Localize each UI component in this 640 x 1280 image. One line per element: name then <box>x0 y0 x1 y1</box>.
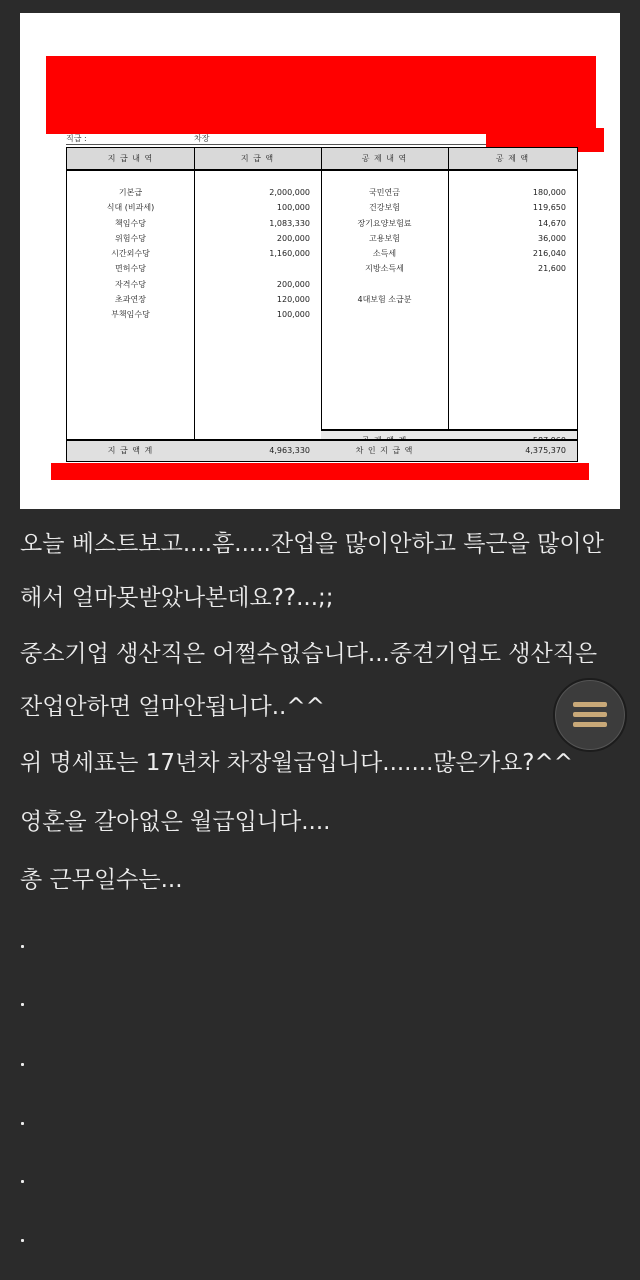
deduction-amount: 180,000 <box>532 188 566 197</box>
post-text-line: 잔업안하면 얼마안됩니다..^^ <box>20 694 325 720</box>
post-text-line: 총 근무일수는... <box>20 867 183 893</box>
net-pay-value: 4,375,370 <box>525 446 566 455</box>
post-text-line: 위 명세표는 17년차 차장월급입니다.......많은가요?^^ <box>20 750 574 776</box>
earning-amount: 100,000 <box>276 310 310 319</box>
pay-total-value: 4,963,330 <box>269 446 310 455</box>
col-header: 지 급 내 역 <box>107 154 154 163</box>
deduction-name: 4대보험 소급분 <box>357 295 412 304</box>
col-header: 공 제 액 <box>495 154 530 163</box>
redaction-block <box>46 56 596 134</box>
net-pay-label: 차 인 지 급 액 <box>355 446 414 455</box>
earning-name: 면허수당 <box>115 264 146 273</box>
ellipsis-dot <box>21 1063 24 1066</box>
post-text-line: 오늘 베스트보고....흠.....잔업을 많이안하고 특근을 많이안 <box>20 531 604 557</box>
earning-name: 위험수당 <box>115 234 146 243</box>
totals-row <box>67 439 577 461</box>
pay-total-label: 지 급 액 계 <box>107 446 154 455</box>
earning-amount: 100,000 <box>276 203 310 212</box>
ellipsis-dot <box>21 1003 24 1006</box>
position-label: 직급 : <box>66 134 87 143</box>
earning-name: 책임수당 <box>115 219 146 228</box>
deduction-amount: 21,600 <box>538 264 566 273</box>
deduction-name: 소득세 <box>372 249 397 258</box>
position-value: 차장 <box>194 134 210 143</box>
table-header <box>67 148 577 171</box>
earning-amount: 2,000,000 <box>269 188 310 197</box>
deduction-name: 지방소득세 <box>365 264 404 273</box>
deduction-amount: 36,000 <box>538 234 566 243</box>
payslip-table <box>66 147 578 462</box>
deduction-name: 건강보험 <box>369 203 400 212</box>
ellipsis-dot <box>21 945 24 948</box>
earning-name: 부책임수당 <box>111 310 150 319</box>
deduction-amount: 14,670 <box>538 219 566 228</box>
deduction-name: 고용보험 <box>369 234 400 243</box>
col-header: 지 급 액 <box>240 154 275 163</box>
ellipsis-dot <box>21 1180 24 1183</box>
earning-amount: 200,000 <box>276 234 310 243</box>
deduction-amount: 119,650 <box>532 203 566 212</box>
earning-amount: 1,160,000 <box>269 249 310 258</box>
earning-name: 자격수당 <box>115 280 146 289</box>
post-text-line: 영혼을 갈아없은 월급입니다.... <box>20 809 331 835</box>
earning-name: 초과연장 <box>115 295 146 304</box>
payslip-image <box>20 13 620 509</box>
earning-name: 시간외수당 <box>111 249 150 258</box>
earning-amount: 200,000 <box>276 280 310 289</box>
earning-name: 식대 (비과세) <box>106 203 155 212</box>
earning-name: 기본급 <box>118 188 143 197</box>
post-text-line: 해서 얼마못받았나본데요??...;; <box>20 585 334 611</box>
post-text-line: 중소기업 생산직은 어쩔수없습니다...중견기업도 생산직은 <box>20 641 598 667</box>
redaction-block <box>51 463 589 480</box>
col-header: 공 제 내 역 <box>361 154 408 163</box>
deduction-name: 국민연금 <box>369 188 400 197</box>
earning-amount: 120,000 <box>276 295 310 304</box>
ellipsis-dot <box>21 1122 24 1125</box>
deduction-amount: 216,040 <box>532 249 566 258</box>
earning-amount: 1,083,330 <box>269 219 310 228</box>
menu-button[interactable] <box>553 678 627 752</box>
deduction-name: 장기요양보험료 <box>357 219 412 228</box>
ellipsis-dot <box>21 1239 24 1242</box>
